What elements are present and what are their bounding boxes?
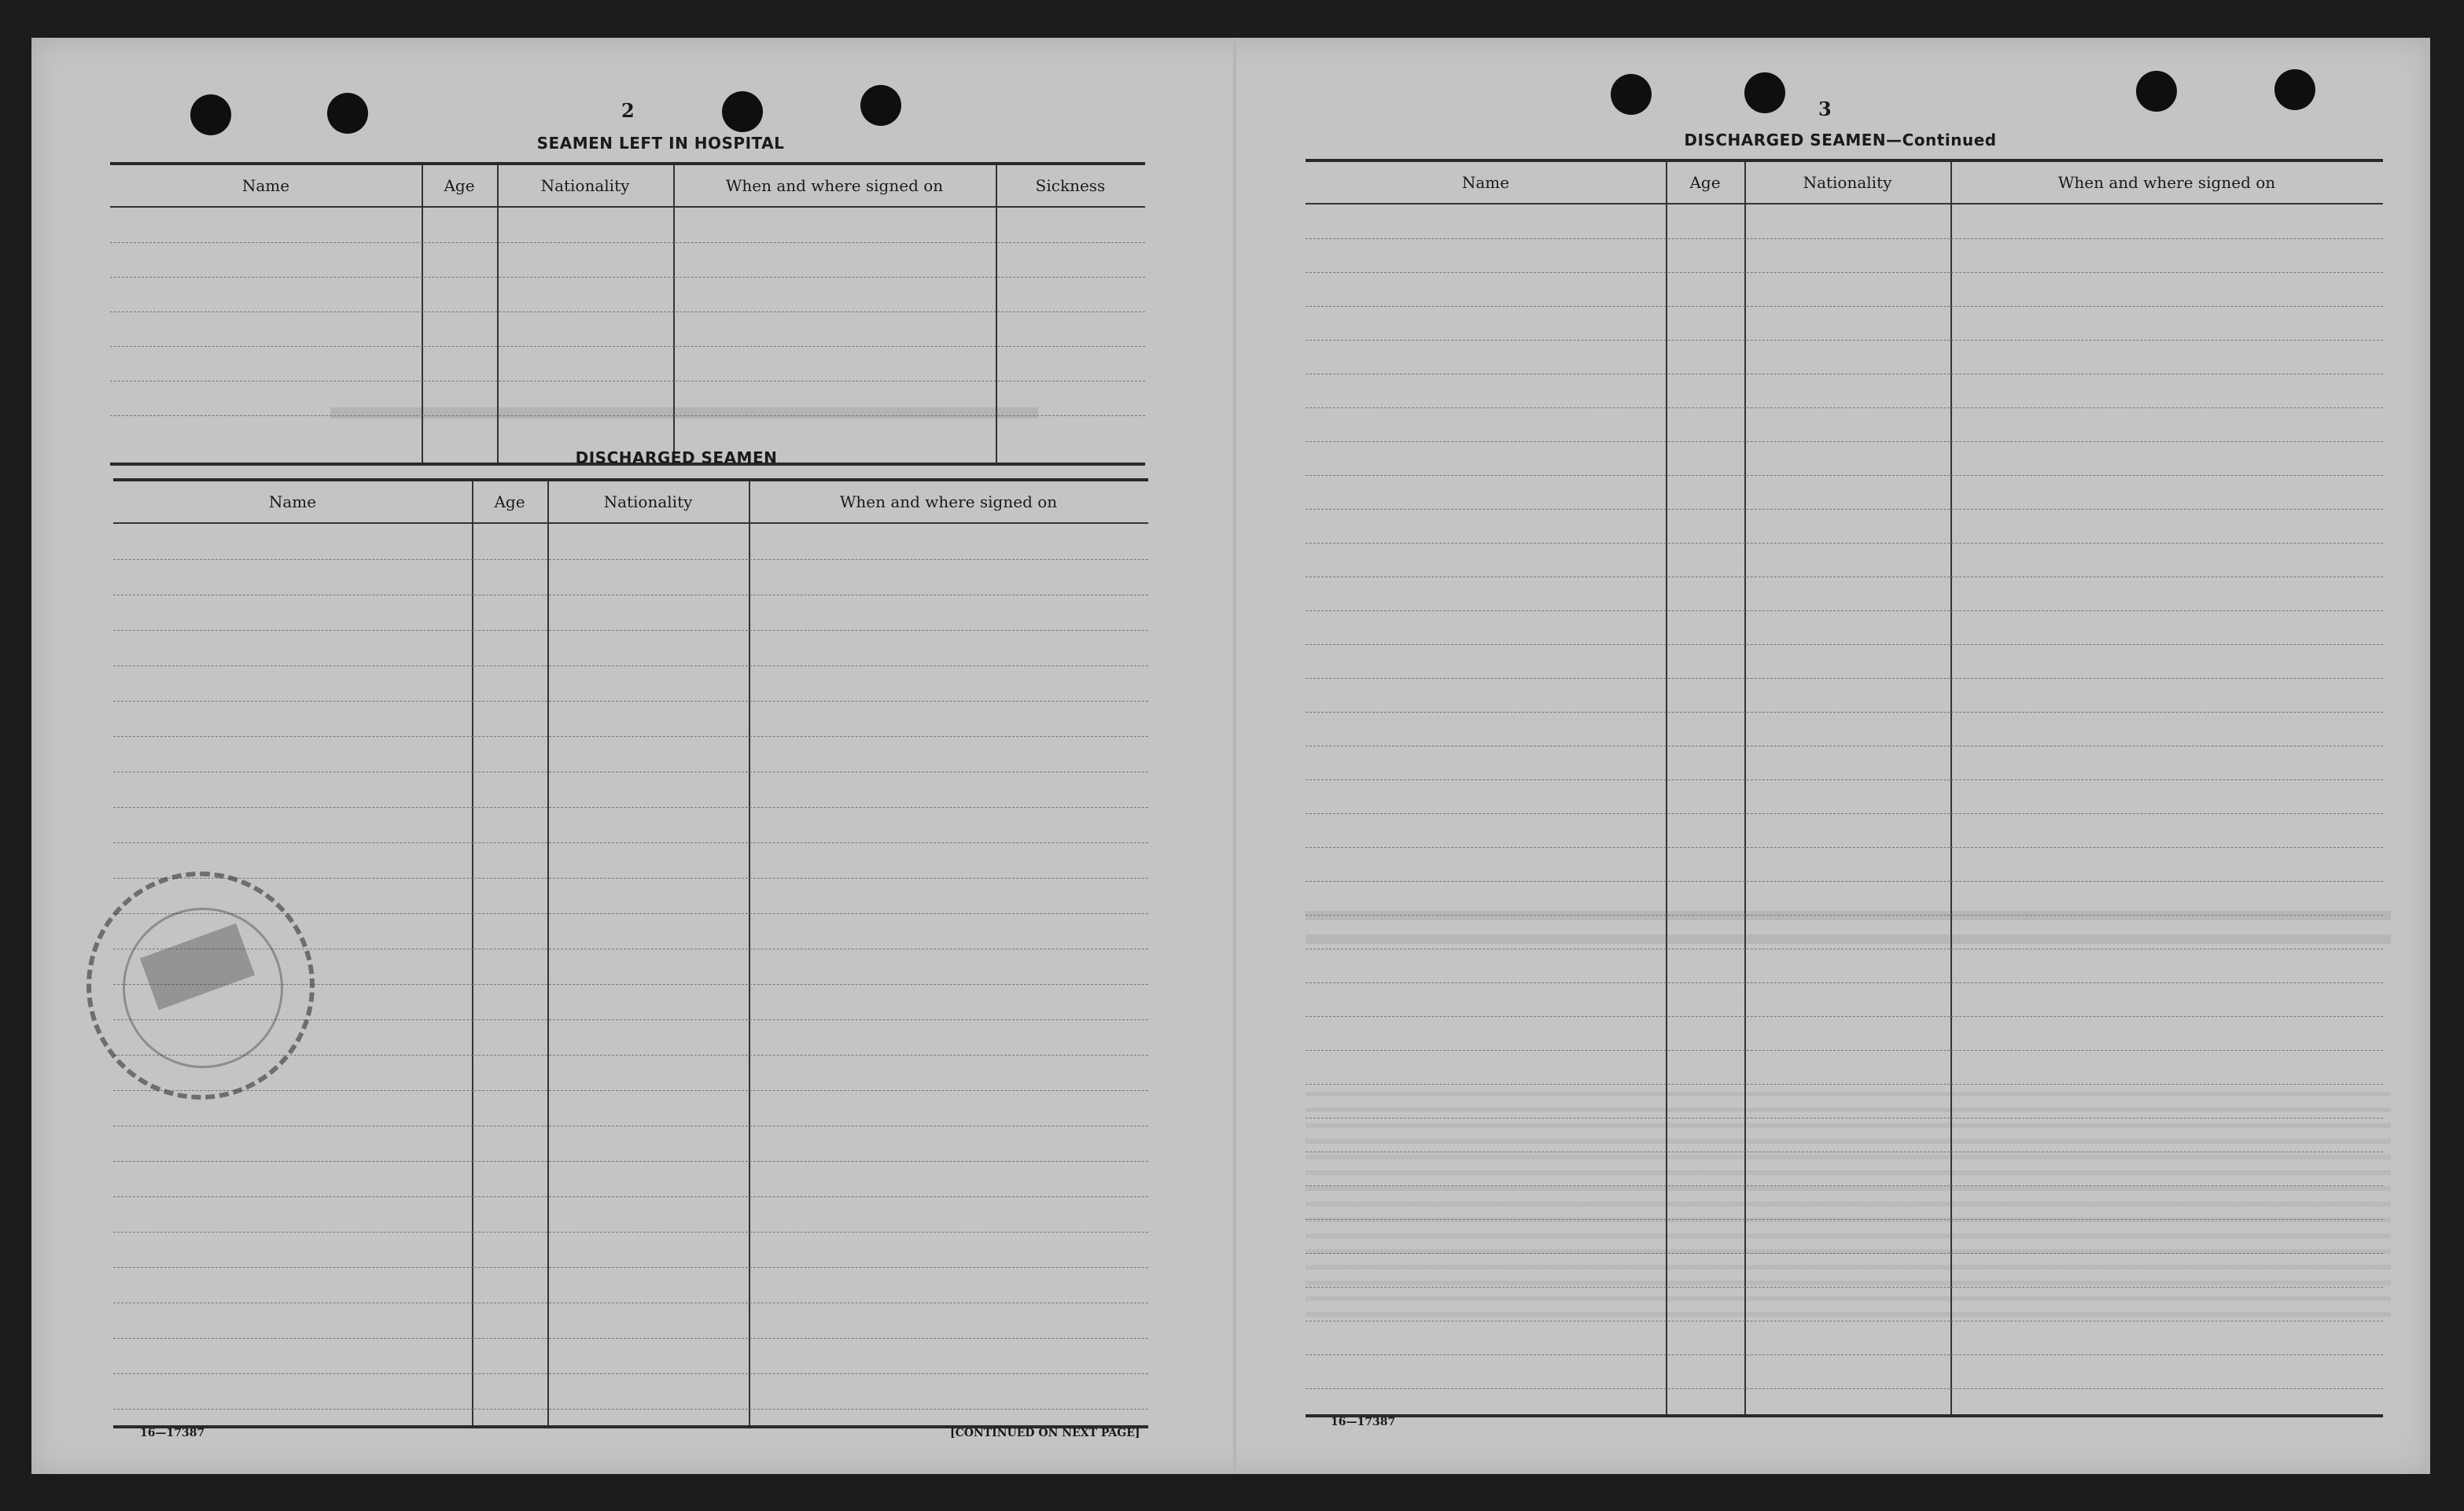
table-row[interactable] — [113, 736, 1148, 772]
table-row[interactable] — [1306, 644, 2383, 679]
hospital-table-header — [110, 165, 1145, 208]
hospital-rows — [110, 208, 1145, 458]
header-sickness: Sickness — [1035, 176, 1106, 195]
table-row[interactable] — [113, 1373, 1148, 1410]
table-row[interactable] — [1306, 374, 2383, 408]
table-row[interactable] — [110, 277, 1145, 312]
table-row[interactable] — [113, 1161, 1148, 1197]
table-row[interactable] — [113, 1090, 1148, 1126]
table-row[interactable] — [1306, 1118, 2383, 1152]
table-row[interactable] — [1306, 441, 2383, 476]
page-fold — [1233, 38, 1236, 1474]
table-row[interactable] — [1306, 1050, 2383, 1085]
table-row[interactable] — [1306, 847, 2383, 882]
table-row[interactable] — [110, 381, 1145, 416]
table-row[interactable] — [1306, 509, 2383, 544]
table-row[interactable] — [1306, 238, 2383, 273]
punch-hole — [2136, 71, 2177, 112]
table-row[interactable] — [1306, 306, 2383, 341]
table-row[interactable] — [113, 1338, 1148, 1374]
punch-hole — [1744, 72, 1785, 113]
punch-hole — [1611, 74, 1652, 115]
header-signed-on: When and where signed on — [2057, 173, 2276, 192]
table-row[interactable] — [113, 1126, 1148, 1162]
hospital-section-title: SEAMEN LEFT IN HOSPITAL — [536, 134, 785, 153]
table-row[interactable] — [1306, 881, 2383, 916]
form-number-right: 16—17387 — [1331, 1416, 1396, 1428]
table-row[interactable] — [1306, 712, 2383, 746]
discharged-table-header — [113, 481, 1148, 524]
table-row[interactable] — [110, 242, 1145, 278]
header-age: Age — [444, 176, 475, 195]
punch-hole — [722, 91, 763, 132]
punch-hole — [190, 94, 231, 135]
table-row[interactable] — [1306, 779, 2383, 814]
table-row[interactable] — [113, 1303, 1148, 1339]
table-row[interactable] — [1306, 475, 2383, 510]
table-row[interactable] — [1306, 543, 2383, 577]
discharged-continued-table — [1306, 159, 2383, 1417]
table-row[interactable] — [113, 842, 1148, 879]
table-row[interactable] — [1306, 915, 2383, 949]
table-row[interactable] — [113, 524, 1148, 560]
header-signed-on: When and where signed on — [725, 176, 944, 195]
header-nationality: Nationality — [540, 176, 630, 195]
table-row[interactable] — [113, 1232, 1148, 1268]
punch-hole — [860, 85, 901, 126]
table-row[interactable] — [1306, 813, 2383, 848]
header-age: Age — [494, 492, 525, 511]
table-row[interactable] — [1306, 205, 2383, 239]
table-row[interactable] — [1306, 746, 2383, 780]
table-row[interactable] — [113, 807, 1148, 843]
table-row[interactable] — [1306, 982, 2383, 1017]
punch-hole — [2274, 69, 2315, 110]
table-row[interactable] — [1306, 610, 2383, 645]
table-row[interactable] — [1306, 1084, 2383, 1119]
discharged-continued-header — [1306, 162, 2383, 205]
table-row[interactable] — [1306, 1152, 2383, 1186]
header-age: Age — [1689, 173, 1721, 192]
header-signed-on: When and where signed on — [839, 492, 1058, 511]
table-row[interactable] — [1306, 407, 2383, 442]
header-name: Name — [241, 176, 290, 195]
table-row[interactable] — [113, 559, 1148, 595]
table-row[interactable] — [110, 208, 1145, 243]
punch-hole — [327, 93, 368, 134]
table-row[interactable] — [113, 595, 1148, 631]
table-row[interactable] — [1306, 1253, 2383, 1288]
postmark-stamp — [87, 872, 315, 1100]
table-row[interactable] — [1306, 1321, 2383, 1355]
form-number-left: 16—17387 — [140, 1427, 205, 1439]
table-row[interactable] — [1306, 272, 2383, 307]
table-row[interactable] — [113, 630, 1148, 666]
table-row[interactable] — [1306, 1219, 2383, 1254]
table-row[interactable] — [110, 311, 1145, 347]
hospital-table — [110, 162, 1145, 466]
header-nationality: Nationality — [603, 492, 693, 511]
table-row[interactable] — [113, 772, 1148, 808]
page-number-right: 3 — [1818, 98, 1832, 120]
table-row[interactable] — [1306, 1185, 2383, 1220]
table-row[interactable] — [1306, 1287, 2383, 1321]
table-row[interactable] — [113, 1196, 1148, 1233]
table-row[interactable] — [1306, 577, 2383, 611]
continued-note: [CONTINUED ON NEXT PAGE] — [950, 1427, 1140, 1439]
table-row[interactable] — [1306, 1354, 2383, 1389]
table-row[interactable] — [1306, 340, 2383, 374]
table-row[interactable] — [113, 665, 1148, 702]
table-row[interactable] — [113, 1267, 1148, 1303]
scanned-document — [31, 38, 2430, 1474]
header-nationality: Nationality — [1803, 173, 1892, 192]
page-number-left: 2 — [621, 99, 635, 122]
table-row[interactable] — [1306, 949, 2383, 983]
header-name: Name — [1461, 173, 1510, 192]
table-row[interactable] — [113, 701, 1148, 737]
discharged-section-title: DISCHARGED SEAMEN — [575, 448, 778, 467]
discharged-continued-title: DISCHARGED SEAMEN—Continued — [1684, 131, 1997, 149]
discharged-continued-rows — [1306, 205, 2383, 1408]
table-row[interactable] — [110, 346, 1145, 381]
header-name: Name — [268, 492, 317, 511]
table-row[interactable] — [1306, 1016, 2383, 1051]
table-row[interactable] — [1306, 678, 2383, 713]
